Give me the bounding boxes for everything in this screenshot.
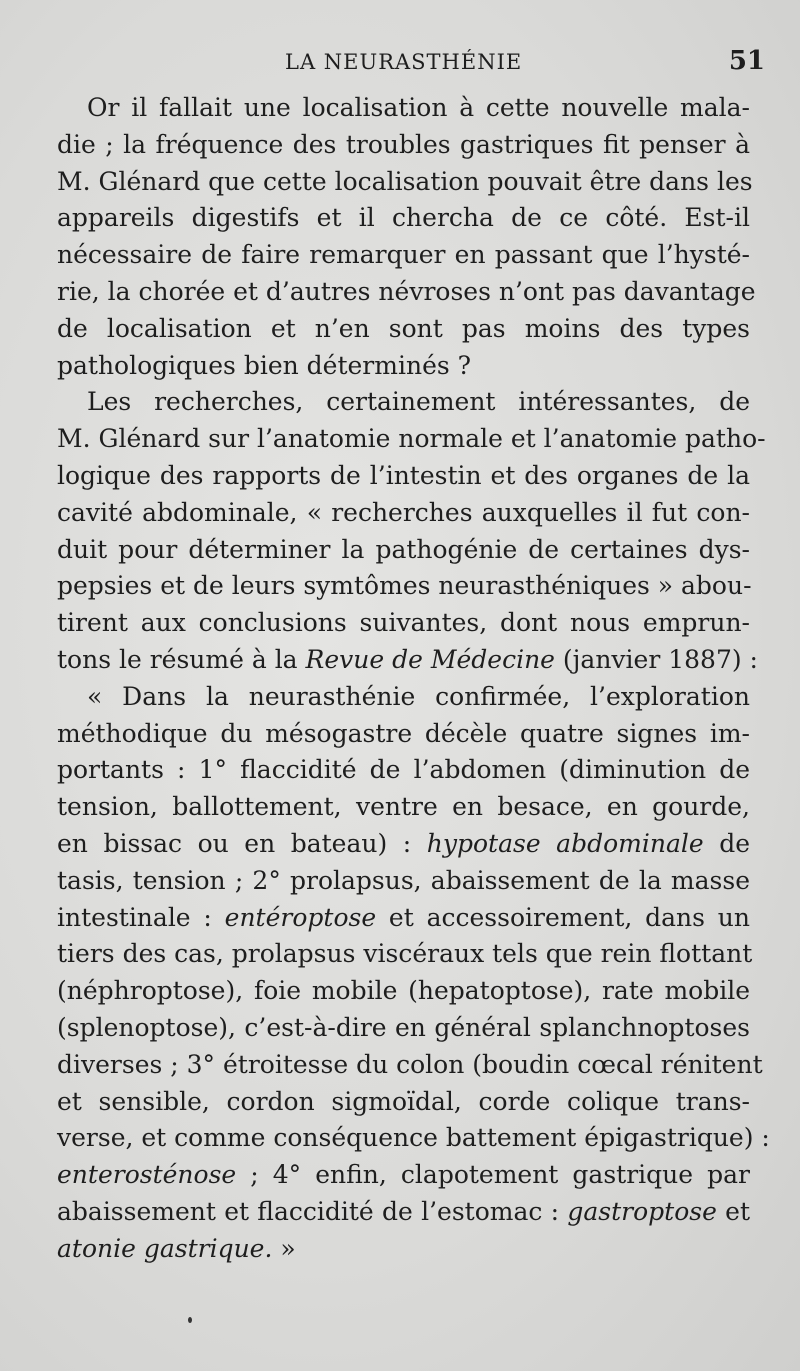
italic-text: atonie gastrique. <box>57 1233 273 1263</box>
text-segment: en bissac ou en bateau) : <box>57 828 427 858</box>
text-segment: et sensible, cordon sigmoïdal, corde colique trans- <box>57 1086 750 1116</box>
text-line <box>57 532 750 569</box>
text-segment: et <box>716 1196 750 1226</box>
text-line <box>57 1120 770 1157</box>
text-segment: (néphroptose), foie mobile (hepatoptose), rate mobile <box>57 976 750 1006</box>
text-line <box>57 90 750 127</box>
text-line <box>57 495 750 532</box>
text-line <box>57 164 753 201</box>
text-segment: duit pour déterminer la pathogénie de certaines dys- <box>57 534 750 564</box>
text-line <box>57 1084 750 1121</box>
text-segment: cavité abdominale, « recherches auxquelles il fut con- <box>57 497 750 527</box>
text-line <box>57 752 750 789</box>
text-segment: tons le résumé à la <box>57 644 306 674</box>
text-line <box>57 789 750 826</box>
page-number: 51 <box>728 46 765 76</box>
text-segment: de <box>703 828 750 858</box>
text-line <box>57 1194 750 1231</box>
text-segment: M. Glénard que cette localisation pouvait être dans les <box>57 166 753 196</box>
italic-text: entéroptose <box>224 902 377 932</box>
text-line <box>57 900 750 937</box>
text-segment: Or il fallait une localisation à cette nouvelle mala- <box>87 93 750 122</box>
text-segment: tiers des cas, prolapsus viscéraux tels que rein flottant <box>57 939 753 969</box>
text-line <box>57 826 750 863</box>
text-line <box>57 1010 750 1047</box>
text-segment: pepsies et de leurs symtômes neurasthéniques » abou- <box>57 571 752 601</box>
text-segment: tension, ballottement, ventre en besace, en gourde, <box>57 792 750 822</box>
text-segment: » <box>272 1233 296 1263</box>
text-segment: nécessaire de faire remarquer en passant que l’hysté- <box>57 240 750 270</box>
text-segment: appareils digestifs et il chercha de ce côté. Est-il <box>57 203 750 233</box>
text-segment: (splenoptose), c’est-à-dire en général splanchnoptoses <box>57 1012 750 1042</box>
text-segment: tirent aux conclusions suivantes, dont nous emprun- <box>57 608 750 638</box>
text-line <box>57 200 750 237</box>
text-line <box>57 458 750 495</box>
running-title: LA NEURASTHÉNIE <box>285 50 523 74</box>
text-segment: intestinale : <box>57 902 225 932</box>
text-line <box>57 237 750 274</box>
text-line <box>57 1047 763 1084</box>
text-segment: M. Glénard sur l’anatomie normale et l’anatomie patho- <box>57 424 766 454</box>
text-line <box>57 679 750 716</box>
text-segment: logique des rapports de l’intestin et des organes de la <box>57 460 750 490</box>
text-segment: méthodique du mésogastre décèle quatre signes im- <box>57 718 750 748</box>
text-line <box>57 1231 750 1268</box>
italic-text: gastroptose <box>567 1196 717 1226</box>
text-line <box>57 605 750 642</box>
text-line <box>57 1157 750 1194</box>
text-line <box>57 348 750 385</box>
text-line <box>57 568 750 605</box>
text-line <box>57 421 766 458</box>
text-segment: et accessoirement, dans un <box>376 902 750 932</box>
text-segment: ; 4° enfin, clapotement gastrique par <box>236 1160 750 1190</box>
text-segment: verse, et comme conséquence battement épigastrique) : <box>57 1123 770 1153</box>
text-line <box>57 863 750 900</box>
text-line <box>57 936 753 973</box>
text-segment: Les recherches, certainement intéressantes, de <box>87 387 750 417</box>
text-segment: portants : 1° flaccidité de l’abdomen (diminution de <box>57 755 750 785</box>
text-segment: tasis, tension ; 2° prolapsus, abaissement de la masse <box>57 865 750 895</box>
italic-text: enterosténose <box>57 1160 237 1190</box>
text-line <box>57 973 750 1010</box>
text-segment: de localisation et n’en sont pas moins des types <box>57 313 750 343</box>
ink-speck <box>188 1317 192 1323</box>
text-segment: (janvier 1887) : <box>554 644 758 674</box>
text-segment: rie, la chorée et d’autres névroses n’ont pas davantage <box>57 276 756 306</box>
text-segment: pathologiques bien déterminés ? <box>57 350 472 380</box>
text-segment: abaissement et flaccidité de l’estomac : <box>57 1196 568 1226</box>
text-line <box>57 642 758 679</box>
italic-text: hypotase abdominale <box>426 828 704 858</box>
body-text <box>57 90 770 1268</box>
text-line <box>57 274 756 311</box>
text-line <box>57 311 750 348</box>
text-segment: « Dans la neurasthénie confirmée, l’exploration <box>87 681 750 711</box>
text-segment: diverses ; 3° étroitesse du colon (boudin cœcal rénitent <box>57 1049 763 1079</box>
text-line <box>57 127 750 164</box>
italic-text: Revue de Médecine <box>305 644 555 674</box>
text-segment: die ; la fréquence des troubles gastriques fit penser à <box>57 129 750 159</box>
text-line <box>57 384 750 421</box>
page-header <box>285 46 765 82</box>
text-line <box>57 716 750 753</box>
